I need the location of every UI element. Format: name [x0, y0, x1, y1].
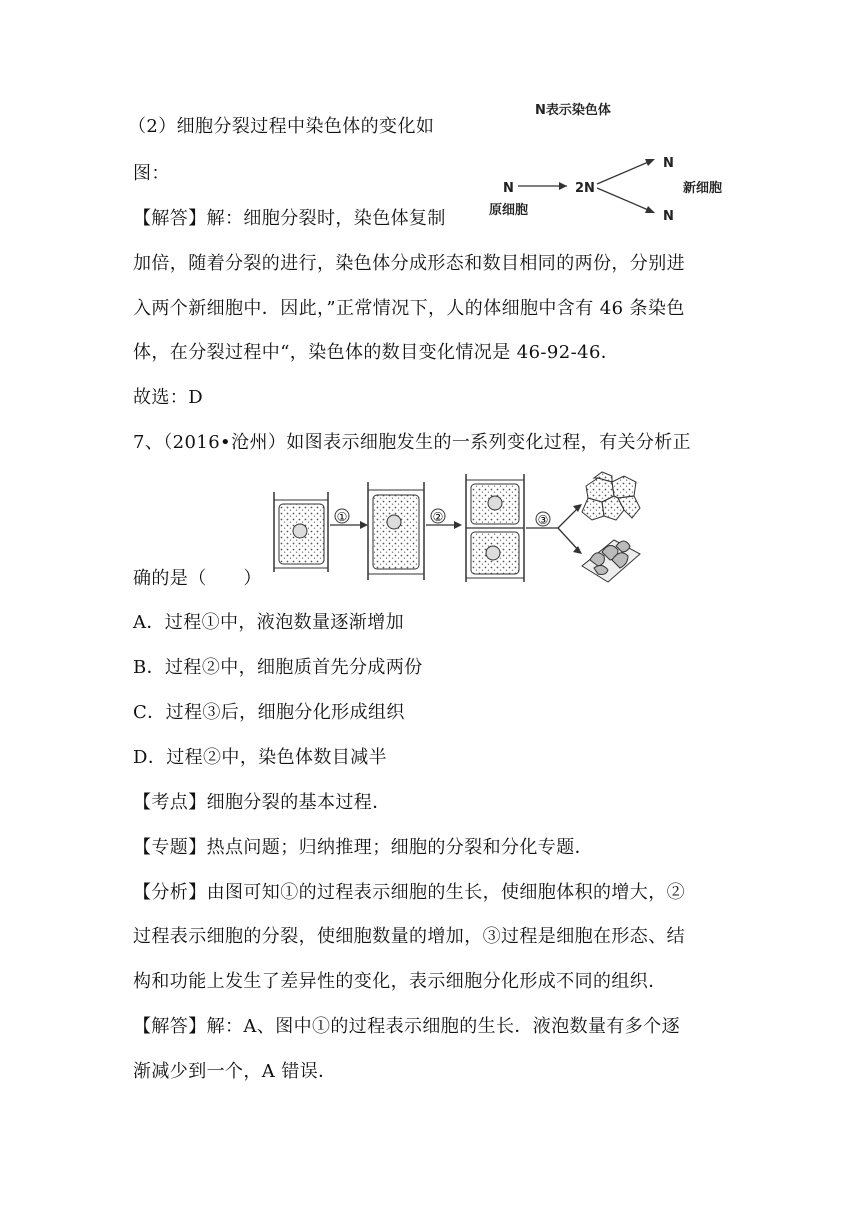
- zhuanti-line: 【专题】热点问题；归纳推理；细胞的分裂和分化专题．: [133, 837, 593, 858]
- diagram-original-cell-label: 原细胞: [489, 203, 529, 218]
- tissue-cluster-bottom: [582, 540, 640, 582]
- section2-answer-line1: 【解答】解：细胞分裂时，染色体复制: [133, 208, 446, 229]
- chromosome-diagram: [485, 96, 735, 226]
- section2-line2: 图：: [133, 163, 170, 184]
- step1-label: ①: [336, 510, 348, 524]
- section2-choice: 故选：D: [133, 387, 204, 408]
- diagram-arrow-1-head: [559, 182, 567, 190]
- option-c: C．过程③后，细胞分化形成组织: [133, 702, 405, 723]
- option-b: B．过程②中，细胞质首先分成两份: [133, 657, 423, 678]
- diagram-arrow-up: [597, 160, 653, 184]
- divided-cells: [466, 474, 524, 582]
- grown-cell: [368, 482, 424, 580]
- section2-answer-line2: 加倍，随着分裂的进行，染色体分成形态和数目相同的两份，分别进: [133, 253, 685, 274]
- section2-answer-line3: 入两个新细胞中．因此，”正常情况下，人的体细胞中含有 46 条染色: [133, 298, 685, 319]
- step3-label: ③: [537, 513, 549, 527]
- diagram-title: N表示染色体: [535, 103, 611, 118]
- step2-label: ②: [432, 510, 444, 524]
- diagram-arrow-down-head: [645, 206, 655, 213]
- fenxi-line3: 构和功能上发生了差异性的变化，表示细胞分化形成不同的组织．: [133, 971, 667, 992]
- diagram-n-start: N: [503, 181, 514, 196]
- diagram-n-top: N: [663, 156, 674, 171]
- question7-stem-line1: 7、（2016•沧州）如图表示细胞发生的一系列变化过程，有关分析正: [133, 432, 692, 453]
- option-a: A．过程①中，液泡数量逐渐增加: [133, 612, 404, 633]
- jieda-line1: 【解答】解：A、图中①的过程表示细胞的生长．液泡数量有多个逐: [133, 1016, 680, 1037]
- fenxi-line2: 过程表示细胞的分裂，使细胞数量的增加，③过程是细胞在形态、结: [133, 926, 685, 947]
- fenxi-line1: 【分析】由图可知①的过程表示细胞的生长，使细胞体积的增大，②: [133, 882, 685, 903]
- section2-line1: （2）细胞分裂过程中染色体的变化如: [128, 116, 435, 137]
- step1-arrow-head: [360, 521, 368, 529]
- section2-answer-line4: 体，在分裂过程中“，染色体的数目变化情况是 46-92-46．: [133, 342, 620, 363]
- diagram-n-bottom: N: [663, 209, 674, 224]
- question7-stem-line2: 确的是（ ）: [133, 568, 262, 589]
- step3-arrow-down-head: [573, 546, 582, 554]
- step2-arrow-head: [454, 521, 462, 529]
- jieda-line2: 渐减少到一个，A 错误．: [133, 1061, 337, 1082]
- diagram-arrow-down: [597, 188, 653, 212]
- option-d: D．过程②中，染色体数目减半: [133, 747, 388, 768]
- small-cell: [274, 492, 328, 572]
- diagram-2n: 2N: [575, 181, 595, 196]
- diagram-new-cell-label: 新细胞: [683, 181, 723, 196]
- diagram-arrow-up-head: [645, 159, 655, 166]
- cell-change-diagram: [268, 470, 648, 585]
- tissue-cluster-top: [582, 472, 640, 520]
- kaodian-line: 【考点】细胞分裂的基本过程．: [133, 792, 391, 813]
